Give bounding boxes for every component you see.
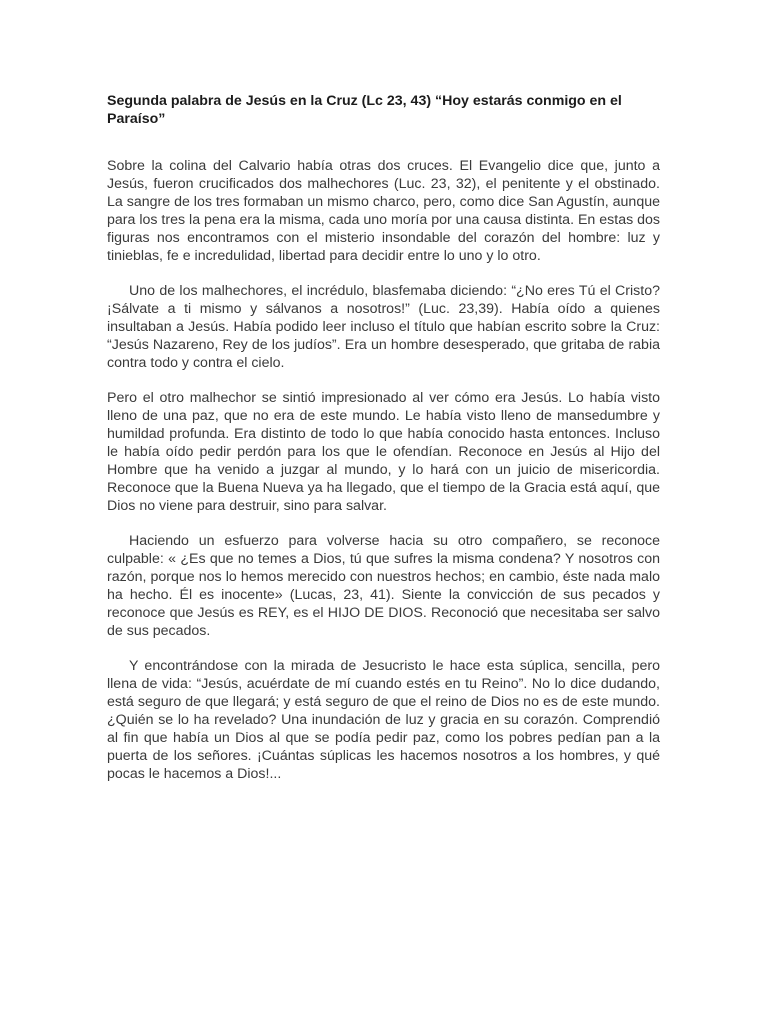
document-page: [107, 92, 660, 800]
paragraph-1: Sobre la colina del Calvario había otras dos cruces. El Evangelio dice que, junto a Jesús, fueron crucificados dos malhechores (Luc. 23, 32), el penitente y el obstinado. La sangre de los tres formaban un mismo charco, pero, como dice San Agustín, aunque para los tres la pena era la misma, cada uno moría por una causa distinta. En estas dos figuras nos encontramos con el misterio insondable del corazón del hombre: luz y tinieblas, fe e incredulidad, libertad para decidir entre lo uno y lo otro.: [107, 158, 660, 264]
paragraph-5: Y encontrándose con la mirada de Jesucristo le hace esta súplica, sencilla, pero llena de vida: “Jesús, acuérdate de mí cuando estés en tu Reino”. No lo dice dudando, está seguro de que llegará; y está seguro de que el reino de Dios no es de este mundo. ¿Quién se lo ha revelado? Una inundación de luz y gracia en su corazón. Comprendió al fin que había un Dios al que se podía pedir paz, como los pobres pedían pan a la puerta de los señores. ¡Cuántas súplicas les hacemos nosotros a los hombres, y qué pocas le hacemos a Dios!...: [107, 658, 660, 782]
document-title: Segunda palabra de Jesús en la Cruz (Lc 23, 43) “Hoy estarás conmigo en el Paraíso”: [107, 93, 622, 127]
paragraph-4: Haciendo un esfuerzo para volverse hacia su otro compañero, se reconoce culpable: « ¿Es que no temes a Dios, tú que sufres la misma condena? Y nosotros con razón, porque nos lo hemos merecido con nuestros hechos; en cambio, éste nada malo ha hecho. Él es inocente» (Lucas, 23, 41). Siente la convicción de sus pecados y reconoce que Jesús es REY, es el HIJO DE DIOS. Reconoció que necesitaba ser salvo de sus pecados.: [107, 533, 660, 639]
paragraph-2: Uno de los malhechores, el incrédulo, blasfemaba diciendo: “¿No eres Tú el Cristo? ¡Sálvate a ti mismo y sálvanos a nosotros!” (Luc. 23,39). Había oído a quienes insultaban a Jesús. Había podido leer incluso el título que habían escrito sobre la Cruz: “Jesús Nazareno, Rey de los judíos”. Era un hombre desesperado, que gritaba de rabia contra todo y contra el cielo.: [107, 283, 660, 371]
paragraph-3: Pero el otro malhechor se sintió impresionado al ver cómo era Jesús. Lo había visto lleno de una paz, que no era de este mundo. Le había visto lleno de mansedumbre y humildad profunda. Era distinto de todo lo que había conocido hasta entonces. Incluso le había oído pedir perdón para los que le ofendían. Reconoce en Jesús al Hijo del Hombre que ha venido a juzgar al mundo, y lo hará con un juicio de misericordia. Reconoce que la Buena Nueva ya ha llegado, que el tiempo de la Gracia está aquí, que Dios no viene para destruir, sino para salvar.: [107, 390, 660, 514]
